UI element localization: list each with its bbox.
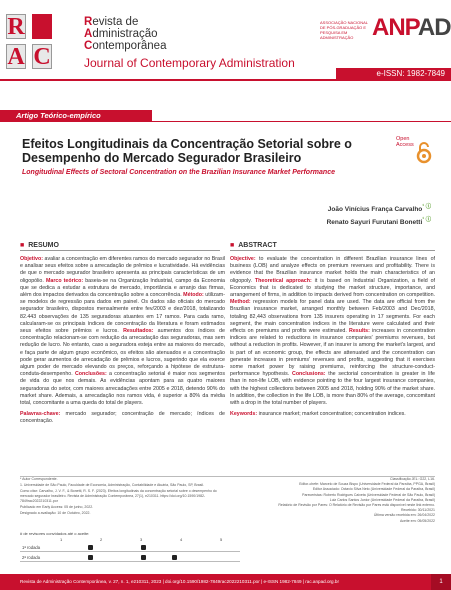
resumo-bullet-icon: ■ (20, 242, 25, 249)
reviewer-timeline (20, 531, 240, 569)
anpad-logo-b: AD (417, 14, 451, 41)
section-label: Artigo Teórico-empírico (0, 110, 152, 122)
editorial-metadata (230, 477, 435, 524)
journal-english-name: Journal of Contemporary Administration (84, 56, 295, 70)
authors-block (327, 202, 431, 228)
open-access-line2: Access (396, 142, 414, 148)
anpad-logo-a: ANP (372, 14, 418, 41)
open-access-lock-icon (416, 142, 432, 164)
timeline-col-4: 4 (180, 537, 183, 542)
anpad-logo (372, 14, 451, 42)
reviewers: Pareceristas: Roberto Rodrigues Caixeta (Universidade Federal de São Paulo, Brasil) (302, 492, 435, 497)
rac-red-block (32, 14, 52, 39)
resumo-heading: ■ RESUMO (20, 242, 59, 249)
timeline-col-2: 2 (100, 537, 103, 542)
footnote-early-access: Publicado em Early Access: 05 de junho, 2022. (20, 505, 94, 509)
article-title-pt: Efeitos Longitudinais da Concentração Setorial sobre o Desempenho do Mercado Segurador Brasileiro (22, 137, 352, 165)
abstract-heading: ■ ABSTRACT (230, 242, 277, 249)
resumo-rule (20, 250, 220, 251)
rac-letter-a: A (7, 44, 25, 70)
eissn-badge: e-ISSN: 1982-7849 (336, 68, 451, 79)
page-number: 1 (431, 574, 451, 590)
author-1[interactable]: João Vinícius França Carvalho$^{^1 ⓘ}$ (327, 204, 431, 214)
reviewer-icon (172, 555, 177, 560)
abstract-body (230, 256, 435, 422)
reviewer-icon (141, 545, 146, 550)
rac-letter-c: C (33, 44, 51, 70)
article-title-en: Longitudinal Effects of Sectoral Concentration on the Brazilian Insurance Market Performance (22, 169, 335, 176)
timeline-row-2-label: 2ª rodada (22, 555, 41, 560)
reviewer-icon (141, 555, 146, 560)
reviewers-2: Luiz Carlos Santos Junior (Universidade Federal da Paraíba, Brasil) (329, 497, 435, 502)
author-1-orcid[interactable]: ¹ ⓘ (422, 204, 431, 210)
footnote-affiliation: 1. Universidade de São Paulo, Faculdade de Economia, Administração, Contabilidade e Atuária, São Paulo, SP, Brasil. (20, 483, 204, 487)
journal-name: Revista de Administração Contemporânea (84, 16, 167, 52)
timeline-col-1: 1 (60, 537, 63, 542)
rac-logo (6, 14, 76, 78)
jel-classification: Classificação JEL: G22, L16. (390, 477, 435, 481)
rac-letter-r: R (7, 14, 25, 40)
timeline-col-3: 3 (140, 537, 143, 542)
open-access-label (396, 136, 414, 148)
accepted-date: Aceite em: 05/05/2022 (399, 518, 435, 523)
author-2[interactable]: Renato Sayuri Furutani Bonetti$^{^1 ⓘ}$ (326, 217, 431, 227)
resumo-paragraph: Objetivo: avaliar a concentração em diferentes ramos do mercado segurador no Brasil e analisar seus efeitos sobre a arrecadação de prêmios e lucratividade. Há evidências de que o mercado segurador brasileiro apresenta as principais características de um oligopólio. Marco teórico: baseia-se na Organização Industrial, campo da Economia que se dedica a estudar a estrutura de mercado, importância e arranjo das firmas, além dos impactos derivados da concentração sobre a concorrência. Método: utilizam-se modelos de regressão para dados em painel. Os dados são oficiais do mercado segurador brasileiro, dispostos mensalmente entre fev/2003 e dez/2018, totalizando 82.443 observações de 135 seguradoras atuantes em 17 ramos. Para cada ramo, calcularam-se os principais índices de concentração da literatura e foram estimados seus efeitos sobre prêmios e lucros. Resultados: aumentos dos índices de concentração relacionam-se com redução da arrecadação das seguradoras, mas sem redução de lucro. No entanto, caso a seguradora esteja entre as maiores do mercado, e faça parte de algum grupo econômico, os efeitos são atenuados e a concentração pode gerar aumentos de arrecadação de prêmios e lucros, sugerindo que ela exerce algum poder de mercado elevando os preços, reforçando a hipótese de estrutura-conduta-desempenho. Conclusões: a concentração setorial é maior nos segmentos de vida do que nos demais. As evidências apontam para as quatro maiores seguradoras do setor, com maiores arrecadações entre 2005 e 2018, detendo 90% do market share. Ademais, a arrecadação nos ramos vida, é superior a 80% da média total, concomitante a uma queda do total de players. (20, 256, 225, 407)
journal-header (0, 0, 451, 104)
open-access-line1: Open (396, 136, 410, 142)
section-rule (152, 121, 451, 122)
received-date: Recebido: 30/11/2021 (401, 508, 435, 513)
associate-editor: Editor Associado: Octavio Silva Neto (Universidade Federal da Paraíba, Brasil) (312, 487, 435, 492)
footer-citation-bar[interactable]: Revista de Administração Contemporânea, v. 27, n. 1, e210311, 2023 | doi.org/10.1590/1982-7849rac2022210311.por | e-ISSN 1982-7849 | rac.anpad.org.br (0, 574, 451, 590)
open-access-badge[interactable] (396, 136, 436, 176)
reviewer-icon (88, 555, 93, 560)
footnote-corresponding: * Autor Correspondente. (20, 477, 58, 481)
abstract-paragraph: Objective: to evaluate the concentration in different Brazilian insurance lines of business (LOB) and analyze effects on premium revenues and profitability. There is evidence that the Brazilian insurance market holds the main characteristics of an oligopoly. Theoretical approach: it is based on Industrial Organization, a field of Economics that is dedicated to studying the market structure, importance, and arrangement of firms, in addition to impacts derived from concentration on competition. Method: regression models for panel data are used. The data are official from the Brazilian insurance market, arranged monthly between Feb/2003 and Dec/2018, totaling 82,443 observations from 135 insurers operating in 17 segments. For each segment, the main concentration indices in the literature were calculated and their effects on premiums and profits were estimated. Results: increases in concentration indices are related to reductions in insurance companies' premiums revenues, but without a reduction in profits. However, if an insurer is among the market's largest, and is part of an economic group, the effects are attenuated and the concentration can generate increases in premiums' revenues and profits, suggesting that it exercises some market power by raising premiums, reinforcing the structure-conduct-performance hypothesis. Conclusions: the sectorial concentration is greater in life than in non-life LOB, with evidence pointing to the four largest insurance companies, with the highest collections between 2005 and 2018, holding 90% of the market share. In addition, the collection in the life LOB, is more than 80% of the average, concomitant with a drop in the total number of players. (230, 256, 435, 407)
abstract-keywords: Keywords: insurance market; market concentration; concentration indices. (230, 411, 406, 418)
timeline-col-5: 5 (220, 537, 223, 542)
resumo-body (20, 256, 225, 430)
timeline-row-2 (20, 553, 240, 562)
timeline-row-1 (20, 543, 240, 552)
last-version-date: Última versão recebida em: 26/04/2022 (373, 513, 435, 518)
abstract-rule (230, 250, 435, 251)
resumo-keywords: Palavras-chave: mercado segurador; concentração de mercado; índices de concentração. (20, 411, 225, 425)
peer-review-report[interactable]: Relatório de Revisão por Pares: O Relatório de Revisão por Pares está disponível neste link externo. (278, 503, 435, 508)
reviewer-icon (88, 545, 93, 550)
footnote-citation[interactable]: Como citar: Carvalho, J. V. F., & Bonetti, R. S. F. (2023). Efeitos longitudinais da concentração setorial sobre o desempenho do mercado segurador brasileiro. Revista de Administração Contemporânea, 27(1), e210311. https://doi.org/10.1590/1982-7849rac2022210311.por (20, 489, 217, 503)
editor-in-chief: Editor-chefe: Marcelo de Souza Bispo (Universidade Federal da Paraíba, PPGA, Brasil) (299, 482, 435, 487)
timeline-row-1-label: 1ª rodada (22, 545, 41, 550)
header-divider (0, 79, 451, 81)
author-2-orcid[interactable]: ¹ ⓘ (422, 217, 431, 224)
anpad-tagline: ASSOCIAÇÃO NACIONAL DE PÓS-GRADUAÇÃO E PESQUISA EM ADMINISTRAÇÃO (320, 20, 368, 40)
footnote-assigned: Designado a avaliação: 10 de Outubro, 2022. (20, 511, 91, 515)
footnotes (20, 477, 220, 517)
timeline-caption: # de revisores convidados até o aceite: (20, 531, 90, 536)
abstract-bullet-icon: ■ (230, 242, 235, 249)
